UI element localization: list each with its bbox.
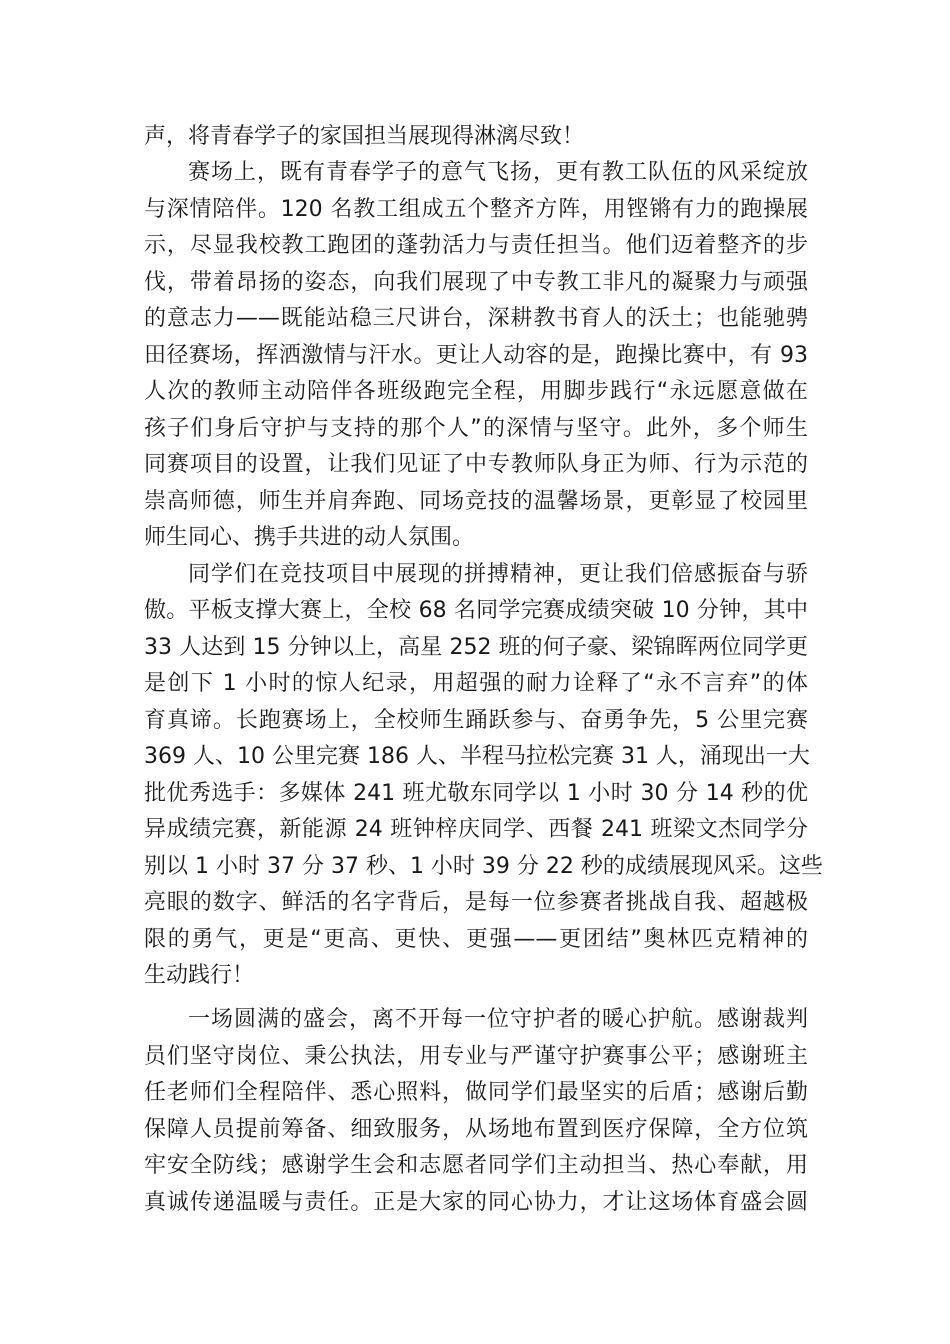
text-line: 批优秀选手：多媒体 241 班尤敬东同学以 1 小时 30 分 14 秒的优 bbox=[144, 781, 808, 806]
text-line: 生动践行！ bbox=[144, 963, 255, 988]
text-line: 田径赛场，挥洒激情与汗水。更让人动容的是，跑操比赛中，有 93 bbox=[144, 343, 808, 368]
text-line: 33 人达到 15 分钟以上，高星 252 班的何子豪、梁锦晖两位同学更 bbox=[144, 635, 808, 660]
text-line: 369 人、10 公里完赛 186 人、半程马拉松完赛 31 人，涌现出一大 bbox=[144, 744, 810, 769]
text-line: 伐，带着昂扬的姿态，向我们展现了中专教工非凡的凝聚力与顽强 bbox=[144, 270, 808, 295]
text-line: 异成绩完赛，新能源 24 班钟梓庆同学、西餐 241 班梁文杰同学分 bbox=[144, 817, 808, 842]
text-line: 任老师们全程陪伴、悉心照料，做同学们最坚实的后盾；感谢后勤 bbox=[144, 1080, 808, 1105]
text-line: 人次的教师主动陪伴各班级跑完全程，用脚步践行“永远愿意做在 bbox=[144, 379, 808, 404]
paragraph-first-line: 赛场上，既有青春学子的意气飞扬，更有教工队伍的风采绽放 bbox=[188, 160, 808, 185]
text-line: 保障人员提前筹备、细致服务，从场地布置到医疗保障，全方位筑 bbox=[144, 1117, 808, 1142]
text-line: 育真谛。长跑赛场上，全校师生踊跃参与、奋勇争先，5 公里完赛 bbox=[144, 708, 808, 733]
text-line: 亮眼的数字、鲜活的名字背后，是每一位参赛者挑战自我、超越极 bbox=[144, 890, 808, 915]
text-line: 的意志力——既能站稳三尺讲台，深耕教书育人的沃土；也能驰骋 bbox=[144, 306, 808, 331]
text-line: 限的勇气，更是“更高、更快、更强——更团结”奥林匹克精神的 bbox=[144, 927, 808, 952]
text-line: 牢安全防线；感谢学生会和志愿者同学们主动担当、热心奉献，用 bbox=[144, 1153, 808, 1178]
text-line: 崇高师德，师生并肩奔跑、同场竞技的温馨场景，更彰显了校园里 bbox=[144, 489, 808, 514]
text-line: 与深情陪伴。120 名教工组成五个整齐方阵，用铿锵有力的跑操展 bbox=[144, 197, 808, 222]
text-line: 师生同心、携手共进的动人氛围。 bbox=[144, 525, 475, 550]
text-line: 别以 1 小时 37 分 37 秒、1 小时 39 分 22 秒的成绩展现风采。这些 bbox=[144, 854, 823, 879]
text-line: 示，尽显我校教工跑团的蓬勃活力与责任担当。他们迈着整齐的步 bbox=[144, 233, 808, 258]
paragraph-first-line: 一场圆满的盛会，离不开每一位守护者的暖心护航。感谢裁判 bbox=[188, 1007, 808, 1032]
text-line: 孩子们身后守护与支持的那个人”的深情与坚守。此外，多个师生 bbox=[144, 416, 808, 441]
paragraph-first-line: 同学们在竞技项目中展现的拼搏精神，更让我们倍感振奋与骄 bbox=[188, 562, 808, 587]
text-line: 真诚传递温暖与责任。正是大家的同心协力，才让这场体育盛会圆 bbox=[144, 1190, 808, 1215]
text-line: 员们坚守岗位、秉公执法，用专业与严谨守护赛事公平；感谢班主 bbox=[144, 1044, 808, 1069]
text-line: 声，将青春学子的家国担当展现得淋漓尽致！ bbox=[144, 124, 585, 149]
text-line: 同赛项目的设置，让我们见证了中专教师队身正为师、行为示范的 bbox=[144, 452, 808, 477]
text-line: 是创下 1 小时的惊人纪录，用超强的耐力诠释了“永不言弃”的体 bbox=[144, 671, 808, 696]
text-line: 傲。平板支撑大赛上，全校 68 名同学完赛成绩突破 10 分钟，其中 bbox=[144, 598, 808, 623]
